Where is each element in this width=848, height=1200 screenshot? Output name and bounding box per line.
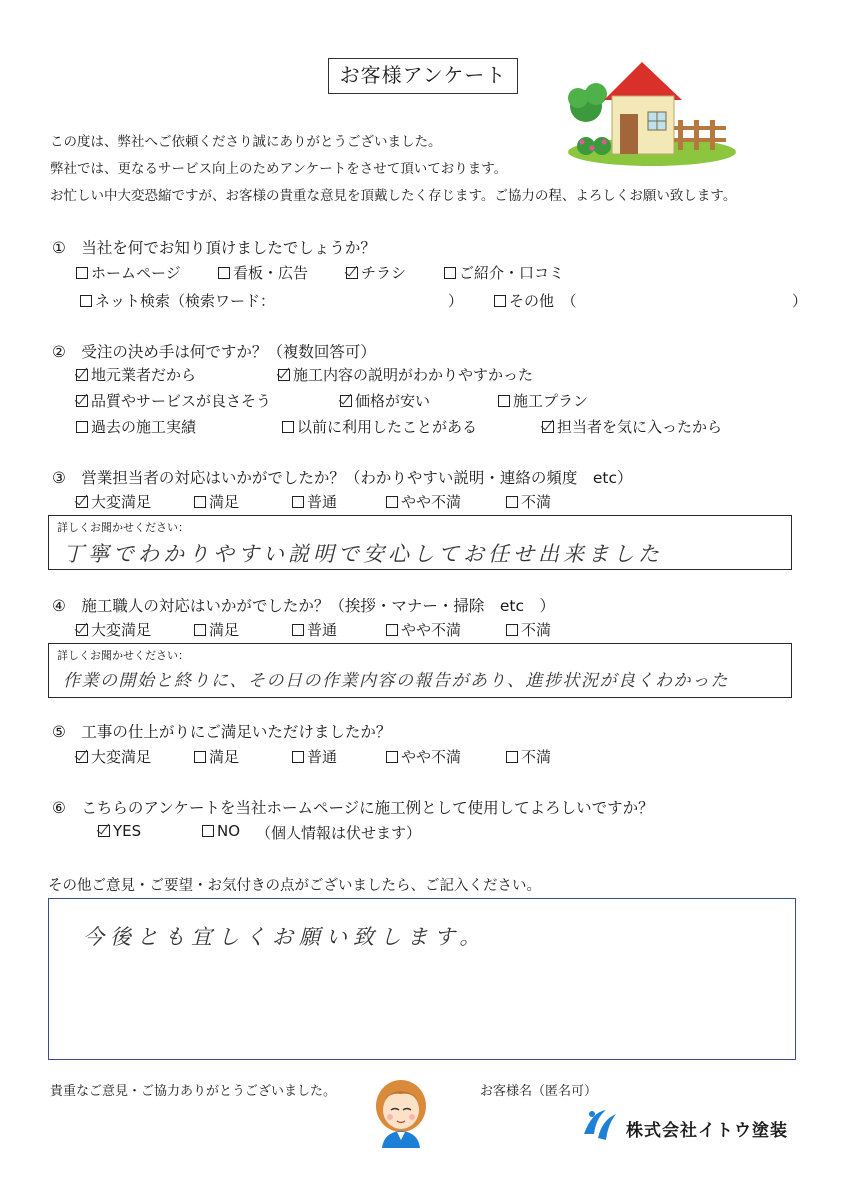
q4-option-satisfied[interactable]: 満足 (194, 619, 239, 640)
checkbox[interactable] (76, 421, 88, 433)
q4-option-neutral[interactable]: 普通 (292, 619, 337, 640)
checkbox[interactable] (494, 295, 506, 307)
checkbox-checked[interactable] (98, 825, 110, 837)
q1-option-signboard[interactable]: 看板・広告 (218, 262, 308, 283)
q5-title: ⑤ 工事の仕上がりにご満足いただけましたか？ (52, 723, 392, 741)
q6-option-yes[interactable]: YES (98, 822, 141, 840)
q4-option-somewhat-dissatisfied[interactable]: やや不満 (386, 619, 461, 640)
q2-option-used-before[interactable]: 以前に利用したことがある (282, 416, 477, 437)
q5-option-somewhat-dissatisfied[interactable]: やや不満 (386, 746, 461, 767)
q1-other-close: ） (792, 292, 808, 310)
q2-option-quality[interactable]: 品質やサービスが良さそう (76, 390, 271, 411)
checkbox[interactable] (218, 267, 230, 279)
q3-option-neutral[interactable]: 普通 (292, 491, 337, 512)
q1-option-other[interactable]: その他 （ (494, 290, 577, 311)
q5-option-neutral[interactable]: 普通 (292, 746, 337, 767)
q4-comment-box[interactable] (48, 643, 792, 698)
free-comment-text: 今後とも宜しくお願い致します。 (83, 925, 487, 949)
checkbox[interactable] (202, 825, 214, 837)
q3-option-satisfied[interactable]: 満足 (194, 491, 239, 512)
page-title: お客様アンケート (328, 58, 518, 94)
checkbox[interactable] (506, 624, 518, 636)
company-logo-icon (580, 1104, 620, 1144)
checkbox[interactable] (194, 496, 206, 508)
checkbox[interactable] (498, 395, 510, 407)
checkbox[interactable] (292, 624, 304, 636)
free-comment-label: その他ご意見・ご要望・お気付きの点がございましたら、ご記入ください。 (48, 878, 541, 894)
checkbox-checked[interactable] (542, 421, 554, 433)
q2-option-track-record[interactable]: 過去の施工実績 (76, 416, 196, 437)
checkbox[interactable] (76, 267, 88, 279)
checkbox-checked[interactable] (76, 369, 88, 381)
checkbox[interactable] (386, 751, 398, 763)
checkbox-checked[interactable] (76, 496, 88, 508)
checkbox-checked[interactable] (340, 395, 352, 407)
q4-comment-label: 詳しくお聞かせください： (57, 649, 189, 662)
checkbox-checked[interactable] (76, 624, 88, 636)
q4-title: ④ 施工職人の対応はいかがでしたか？（挨拶・マナー・掃除 etc ） (52, 597, 556, 615)
q4-comment-text: 作業の開始と終りに、その日の作業内容の報告があり、進捗状況が良くわかった (63, 671, 729, 691)
q3-option-very-satisfied[interactable]: 大変満足 (76, 491, 151, 512)
checkbox[interactable] (292, 496, 304, 508)
q3-option-dissatisfied[interactable]: 不満 (506, 491, 551, 512)
q5-option-very-satisfied[interactable]: 大変満足 (76, 746, 151, 767)
q4-option-dissatisfied[interactable]: 不満 (506, 619, 551, 640)
checkbox-checked[interactable] (346, 267, 358, 279)
checkbox[interactable] (444, 267, 456, 279)
q3-comment-label: 詳しくお聞かせください： (57, 521, 189, 534)
checkbox[interactable] (506, 496, 518, 508)
checkbox[interactable] (194, 624, 206, 636)
checkbox[interactable] (292, 751, 304, 763)
checkbox-checked[interactable] (76, 395, 88, 407)
intro-line-2: 弊社では、更なるサービス向上のためアンケートをさせて頂いております。 (50, 161, 508, 177)
checkbox[interactable] (80, 295, 92, 307)
checkbox[interactable] (282, 421, 294, 433)
q2-option-plan[interactable]: 施工プラン (498, 390, 588, 411)
checkbox-checked[interactable] (76, 751, 88, 763)
q1-title: ① 当社を何でお知り頂けましたでしょうか？ (52, 239, 376, 257)
checkbox[interactable] (506, 751, 518, 763)
q1-option-referral[interactable]: ご紹介・口コミ (444, 262, 564, 283)
q6-privacy-note: （個人情報は伏せます） (256, 824, 422, 842)
q1-option-homepage[interactable]: ホームページ (76, 262, 181, 283)
q2-title: ② 受注の決め手は何ですか？（複数回答可） (52, 343, 376, 361)
house-illustration (566, 56, 738, 168)
q6-title: ⑥ こちらのアンケートを当社ホームページに施工例として使用してよろしいですか？ (52, 799, 654, 817)
checkbox[interactable] (194, 751, 206, 763)
q1-option-flyer[interactable]: チラシ (346, 262, 406, 283)
q3-title: ③ 営業担当者の対応はいかがでしたか？（わかりやすい説明・連絡の頻度 etc） (52, 469, 633, 487)
q3-comment-box[interactable] (48, 515, 792, 570)
customer-name-label: お客様名（匿名可） (480, 1084, 598, 1099)
q2-option-price[interactable]: 価格が安い (340, 390, 430, 411)
intro-line-3: お忙しい中大変恐縮ですが、お客様の貴重な意見を頂戴したく存じます。ご協力の程、よろしくお願い致します。 (50, 188, 737, 204)
q3-comment-text: 丁寧でわかりやすい説明で安心してお任せ出来ました (63, 542, 663, 566)
q4-option-very-satisfied[interactable]: 大変満足 (76, 619, 151, 640)
checkbox[interactable] (386, 496, 398, 508)
q1-option-net-search[interactable]: ネット検索（検索ワード： (80, 290, 275, 311)
q2-option-local[interactable]: 地元業者だから (76, 364, 196, 385)
q3-option-somewhat-dissatisfied[interactable]: やや不満 (386, 491, 461, 512)
staff-illustration (370, 1076, 432, 1148)
checkbox[interactable] (386, 624, 398, 636)
intro-line-1: この度は、弊社へご依頼くださり誠にありがとうございました。 (50, 134, 442, 150)
checkbox-checked[interactable] (278, 369, 290, 381)
q1-net-search-close: ） (448, 292, 464, 310)
q2-option-explanation[interactable]: 施工内容の説明がわかりやすかった (278, 364, 533, 385)
q2-option-staff[interactable]: 担当者を気に入ったから (542, 416, 722, 437)
q6-option-no[interactable]: NO (202, 822, 240, 840)
company-name: 株式会社イトウ塗装 (626, 1121, 788, 1141)
free-comment-box[interactable] (48, 898, 796, 1060)
thanks-text: 貴重なご意見・ご協力ありがとうございました。 (50, 1084, 337, 1099)
q5-option-satisfied[interactable]: 満足 (194, 746, 239, 767)
q5-option-dissatisfied[interactable]: 不満 (506, 746, 551, 767)
